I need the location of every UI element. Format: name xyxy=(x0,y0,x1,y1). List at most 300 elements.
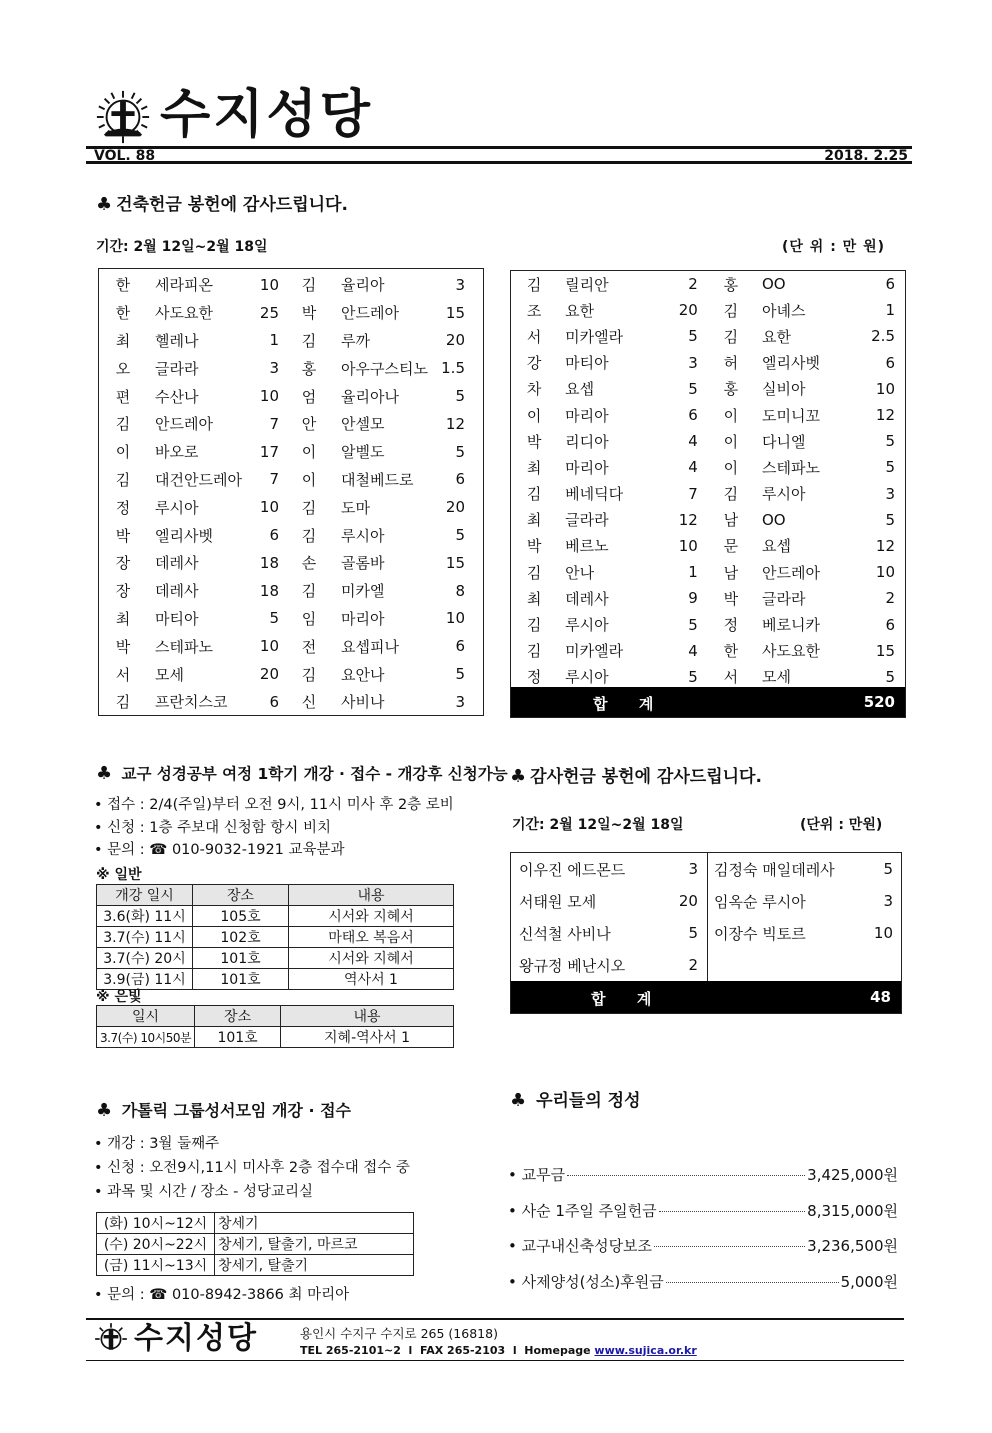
amount-cell: 7 xyxy=(688,484,698,503)
given-name-cell: 대건안드레아 xyxy=(155,470,242,489)
given-name-cell: 릴리안 xyxy=(565,275,609,294)
surname-cell: 안 xyxy=(301,415,317,434)
table-row xyxy=(511,533,905,559)
table-row xyxy=(511,853,901,885)
amount-cell: 9 xyxy=(688,589,698,608)
surname-cell: 서 xyxy=(526,327,542,346)
given-name-cell: 루시아 xyxy=(155,498,199,517)
given-name-cell: 글라라 xyxy=(761,589,806,608)
amount-cell: 15 xyxy=(445,553,465,572)
surname-cell: 박 xyxy=(723,589,739,608)
surname-cell: 한 xyxy=(115,276,131,295)
amount-cell: 10 xyxy=(259,387,279,406)
surname-cell: 김 xyxy=(301,526,317,545)
given-name-cell: 도미니꼬 xyxy=(761,406,820,425)
page-title: 수지성당 xyxy=(160,85,373,145)
group-bible-contact: • 문의 : ☎ 010-8942-3866 최 마리아 xyxy=(94,1287,350,1303)
club-icon: ♣ xyxy=(96,194,113,215)
given-name-cell: 데레사 xyxy=(155,554,199,573)
given-name-cell: 헬레나 xyxy=(155,331,199,350)
bullet: • xyxy=(508,1237,522,1255)
table-cell: 시서와 지혜서 xyxy=(289,948,454,969)
column-header: 개강 일시 xyxy=(97,885,193,906)
leader-dots xyxy=(666,1282,839,1283)
given-name-cell: 루시아 xyxy=(565,616,609,635)
list-item: • 신청 : 1층 주보대 신청함 항시 비치 xyxy=(94,819,332,836)
offering-label: 사순 1주일 주일헌금 xyxy=(521,1201,657,1220)
given-name-cell: 안셀모 xyxy=(341,415,385,434)
surname-cell: 김 xyxy=(526,485,542,504)
amount-cell: 2 xyxy=(688,956,698,974)
surname-cell: 홍 xyxy=(723,380,739,399)
surname-cell: 김 xyxy=(301,498,317,517)
amount-cell: 5 xyxy=(885,432,895,451)
given-name-cell: OO xyxy=(761,275,786,294)
given-name-cell: 글라라 xyxy=(155,359,199,378)
table-cell: 지혜-역사서 1 xyxy=(281,1027,454,1048)
surname-cell: 박 xyxy=(115,637,131,656)
amount-cell: 20 xyxy=(445,498,465,517)
given-name-cell: 마리아 xyxy=(341,609,385,628)
club-icon: ♣ xyxy=(510,766,527,787)
surname-cell: 허 xyxy=(723,354,739,373)
list-item: • 신청 : 오전9시,11시 미사후 2층 접수대 접수 중 xyxy=(94,1160,410,1176)
thanks-fund-title: ♣ 감사헌금 봉헌에 감사드립니다. xyxy=(510,766,762,787)
given-name-cell: 요한 xyxy=(565,301,595,320)
amount-cell: 3 xyxy=(688,860,698,878)
given-name-cell: 엘리사벳 xyxy=(155,526,213,545)
given-name-cell: 모세 xyxy=(155,665,184,684)
building-fund-right-table xyxy=(510,270,906,718)
donor-name-cell: 왕규정 베난시오 xyxy=(519,956,626,975)
surname-cell: 정 xyxy=(723,616,739,635)
amount-cell: 5 xyxy=(455,665,465,684)
table-row xyxy=(511,885,901,917)
given-name-cell: 요셉 xyxy=(565,380,595,399)
table-cell: (화) 10시~12시 xyxy=(97,1213,215,1234)
table-cell: 3.7(수) 11시 xyxy=(97,927,193,948)
table-row xyxy=(99,354,471,382)
total-value: 48 xyxy=(870,988,891,1006)
group-bible-title: ♣ 가톨릭 그룹성서모임 개강 · 접수 xyxy=(96,1100,352,1121)
surname-cell: 정 xyxy=(526,668,542,687)
amount-cell: 6 xyxy=(269,692,279,711)
amount-cell: 6 xyxy=(455,637,465,656)
given-name-cell: 세라피온 xyxy=(155,276,213,295)
surname-cell: 최 xyxy=(526,511,542,530)
surname-cell: 손 xyxy=(301,554,317,573)
surname-cell: 박 xyxy=(526,432,542,451)
table-row xyxy=(97,906,454,927)
amount-cell: 12 xyxy=(875,536,895,555)
table-row xyxy=(511,559,905,585)
thanks-fund-table xyxy=(510,852,902,1014)
surname-cell: 김 xyxy=(526,275,542,294)
given-name-cell: 미카엘라 xyxy=(565,642,624,661)
footer-logo xyxy=(94,1322,128,1360)
given-name-cell: 마티아 xyxy=(565,354,609,373)
given-name-cell: 율리아나 xyxy=(341,387,399,406)
table-row xyxy=(511,454,905,480)
table-row xyxy=(99,660,471,688)
surname-cell: 홍 xyxy=(723,275,739,294)
amount-cell: 6 xyxy=(885,275,895,294)
cross-sun-icon xyxy=(94,1322,128,1356)
given-name-cell: 글라라 xyxy=(565,511,609,530)
surname-cell: 김 xyxy=(723,327,739,346)
silver-label: ※ 은빛 xyxy=(96,989,142,1005)
table-row xyxy=(97,927,454,948)
amount-cell: 5 xyxy=(688,615,698,634)
amount-cell: 6 xyxy=(455,470,465,489)
given-name-cell: 베네딕다 xyxy=(565,485,624,504)
surname-cell: 전 xyxy=(301,637,317,656)
given-name-cell: 프란치스코 xyxy=(155,693,228,712)
amount-cell: 20 xyxy=(678,301,698,320)
amount-cell: 12 xyxy=(875,406,895,425)
amount-cell: 20 xyxy=(445,331,465,350)
table-cell: 3.9(금) 11시 xyxy=(97,969,193,990)
given-name-cell: OO xyxy=(761,510,786,529)
footer-bottom-rule xyxy=(86,1360,904,1361)
table-header-row xyxy=(97,885,454,906)
thanks-fund-total xyxy=(511,981,901,1013)
surname-cell: 박 xyxy=(301,304,317,323)
table-row xyxy=(99,577,471,605)
amount-cell: 5 xyxy=(455,387,465,406)
donor-name-cell: 서태원 모세 xyxy=(519,892,597,911)
amount-cell: 10 xyxy=(259,275,279,294)
amount-cell: 5 xyxy=(885,667,895,686)
offering-amount: 3,425,000원 xyxy=(807,1166,898,1184)
amount-cell: 4 xyxy=(688,458,698,477)
offering-label: 교무금 xyxy=(521,1166,566,1184)
donor-name-cell: 이우진 에드몬드 xyxy=(519,860,626,879)
amount-cell: 5 xyxy=(455,442,465,461)
table-cell: 창세기, 탈출기, 마르코 xyxy=(215,1234,414,1255)
surname-cell: 이 xyxy=(723,458,739,477)
given-name-cell: 안나 xyxy=(565,563,595,582)
table-cell: 창세기 xyxy=(215,1213,414,1234)
table-row xyxy=(97,1213,414,1234)
column-header: 장소 xyxy=(193,885,289,906)
club-icon: ♣ xyxy=(96,763,113,784)
surname-cell: 편 xyxy=(115,387,131,406)
given-name-cell: 스테파노 xyxy=(155,637,213,656)
given-name-cell: 사도요한 xyxy=(761,642,820,661)
given-name-cell: 모세 xyxy=(761,668,791,687)
offering-amount: 3,236,500원 xyxy=(807,1237,898,1255)
surname-cell: 김 xyxy=(115,693,131,712)
given-name-cell: 루시아 xyxy=(565,668,609,687)
amount-cell: 5 xyxy=(885,458,895,477)
table-row xyxy=(99,549,471,577)
given-name-cell: 베로니카 xyxy=(761,616,820,635)
offering-amount: 8,315,000원 xyxy=(807,1201,898,1220)
surname-cell: 박 xyxy=(526,537,542,556)
given-name-cell: 데레사 xyxy=(565,589,609,608)
surname-cell: 김 xyxy=(526,563,542,582)
amount-cell: 3 xyxy=(688,353,698,372)
general-label: ※ 일반 xyxy=(96,867,142,883)
amount-cell: 3 xyxy=(269,359,279,378)
amount-cell: 5 xyxy=(688,379,698,398)
building-fund-total xyxy=(511,687,905,717)
given-name-cell: 도마 xyxy=(341,498,370,517)
amount-cell: 20 xyxy=(259,665,279,684)
total-value: 520 xyxy=(863,693,895,711)
table-row xyxy=(511,507,905,533)
amount-cell: 12 xyxy=(678,510,698,529)
column-header: 장소 xyxy=(195,1006,281,1027)
given-name-cell: 베르노 xyxy=(565,537,609,556)
amount-cell: 6 xyxy=(885,615,895,634)
given-name-cell: 사도요한 xyxy=(155,304,213,323)
bullet: • xyxy=(508,1201,522,1220)
group-bible-table xyxy=(96,1212,414,1276)
volume-number: VOL. 88 xyxy=(94,148,156,164)
amount-cell: 15 xyxy=(875,641,895,660)
given-name-cell: 바오로 xyxy=(155,443,199,462)
table-row xyxy=(511,376,905,402)
table-row xyxy=(99,605,471,633)
amount-cell: 3 xyxy=(883,892,893,910)
donor-name-cell: 이장수 빅토르 xyxy=(713,924,806,943)
surname-cell: 김 xyxy=(301,331,317,350)
table-row xyxy=(99,410,471,438)
offering-label: 사제양성(성소)후원금 xyxy=(521,1272,664,1291)
table-row xyxy=(99,493,471,521)
amount-cell: 6 xyxy=(688,406,698,425)
surname-cell: 홍 xyxy=(301,359,317,378)
surname-cell: 김 xyxy=(301,665,317,684)
table-row xyxy=(99,632,471,660)
amount-cell: 12 xyxy=(445,414,465,433)
table-cell: 마태오 복음서 xyxy=(289,927,454,948)
building-fund-period: 기간: 2월 12일~2월 18일 xyxy=(96,239,268,255)
surname-cell: 최 xyxy=(526,589,542,608)
club-icon: ♣ xyxy=(510,1090,527,1111)
surname-cell: 김 xyxy=(301,582,317,601)
surname-cell: 임 xyxy=(301,609,317,628)
given-name-cell: 다니엘 xyxy=(761,432,806,451)
table-row xyxy=(511,402,905,428)
amount-cell: 10 xyxy=(875,379,895,398)
total-label: 합 계 xyxy=(593,695,654,713)
surname-cell: 한 xyxy=(723,642,739,661)
surname-cell: 박 xyxy=(115,526,131,545)
table-row xyxy=(511,638,905,664)
amount-cell: 5 xyxy=(885,510,895,529)
list-item: • 개강 : 3월 둘째주 xyxy=(94,1136,220,1152)
column-header: 일시 xyxy=(97,1006,195,1027)
surname-cell: 이 xyxy=(723,406,739,425)
table-row xyxy=(511,350,905,376)
surname-cell: 김 xyxy=(723,301,739,320)
table-cell: 시서와 지혜서 xyxy=(289,906,454,927)
table-cell: 3.6(화) 11시 xyxy=(97,906,193,927)
table-row xyxy=(511,611,905,637)
table-row xyxy=(97,1027,454,1048)
amount-cell: 6 xyxy=(885,353,895,372)
offering-item xyxy=(508,1200,898,1236)
leader-dots xyxy=(654,1246,805,1247)
given-name-cell: 리디아 xyxy=(565,432,609,451)
amount-cell: 10 xyxy=(873,924,893,942)
table-row xyxy=(511,428,905,454)
given-name-cell: 루까 xyxy=(341,331,370,350)
offering-item xyxy=(508,1235,898,1271)
surname-cell: 김 xyxy=(115,415,131,434)
amount-cell: 5 xyxy=(455,526,465,545)
donor-name-cell: 김정숙 매일데레사 xyxy=(713,860,835,879)
given-name-cell: 마리아 xyxy=(565,458,609,477)
given-name-cell: 마리아 xyxy=(565,406,609,425)
given-name-cell: 사비나 xyxy=(341,693,385,712)
given-name-cell: 안드레아 xyxy=(761,563,820,582)
table-cell: 역사서 1 xyxy=(289,969,454,990)
given-name-cell: 미카엘라 xyxy=(565,327,624,346)
amount-cell: 20 xyxy=(678,892,698,910)
table-row xyxy=(511,585,905,611)
offerings-title: ♣ 우리들의 정성 xyxy=(510,1090,641,1111)
given-name-cell: 요셉피나 xyxy=(341,637,399,656)
surname-cell: 서 xyxy=(723,668,739,687)
church-logo xyxy=(94,88,152,150)
group-bible-bullets xyxy=(94,1132,410,1204)
offering-label: 교구내신축성당보조 xyxy=(521,1237,653,1255)
donor-name-cell xyxy=(706,949,864,981)
given-name-cell: 요안나 xyxy=(341,665,385,684)
list-item: • 과목 및 시간 / 장소 - 성당교리실 xyxy=(94,1184,314,1200)
amount-cell: 15 xyxy=(445,303,465,322)
given-name-cell: 스테파노 xyxy=(761,458,820,477)
amount-cell: 8 xyxy=(455,581,465,600)
donor-table-right xyxy=(511,271,905,690)
surname-cell: 조 xyxy=(526,301,542,320)
surname-cell: 이 xyxy=(301,470,317,489)
surname-cell: 정 xyxy=(115,498,131,517)
amount-cell: 17 xyxy=(259,442,279,461)
amount-cell: 10 xyxy=(259,498,279,517)
general-schedule-table xyxy=(96,884,454,990)
donor-table-left xyxy=(99,271,471,716)
amount-cell: 4 xyxy=(688,432,698,451)
amount-cell: 7 xyxy=(269,414,279,433)
amount-cell: 3 xyxy=(885,484,895,503)
donor-name-cell: 임옥순 루시아 xyxy=(713,892,806,911)
list-item: • 접수 : 2/4(주일)부터 오전 9시, 11시 미사 후 2층 로비 xyxy=(94,797,454,813)
bullet: • xyxy=(508,1166,522,1184)
table-cell: 101호 xyxy=(193,969,289,990)
table-row xyxy=(99,466,471,494)
table-row xyxy=(99,382,471,410)
list-item: • 문의 : ☎ 010-9032-1921 교육분과 xyxy=(94,842,345,858)
amount-cell: 6 xyxy=(269,526,279,545)
surname-cell: 남 xyxy=(723,563,739,582)
offering-item xyxy=(508,1164,898,1200)
given-name-cell: 데레사 xyxy=(155,582,199,601)
surname-cell: 차 xyxy=(526,380,542,399)
given-name-cell: 미카엘 xyxy=(341,582,385,601)
amount-cell: 3 xyxy=(455,692,465,711)
given-name-cell: 아녜스 xyxy=(761,301,806,320)
given-name-cell: 수산나 xyxy=(155,387,199,406)
surname-cell: 서 xyxy=(115,665,131,684)
amount-cell: 1 xyxy=(885,301,895,320)
surname-cell: 이 xyxy=(723,432,739,451)
amount-cell: 2 xyxy=(885,589,895,608)
table-row xyxy=(511,917,901,949)
table-cell: (수) 20시~22시 xyxy=(97,1234,215,1255)
given-name-cell: 요셉 xyxy=(761,537,791,556)
amount-cell: 25 xyxy=(259,303,279,322)
amount-cell: 4 xyxy=(688,641,698,660)
table-row xyxy=(511,949,901,981)
amount-cell: 7 xyxy=(269,470,279,489)
given-name-cell: 요한 xyxy=(761,327,791,346)
amount-cell: 5 xyxy=(269,609,279,628)
amount-cell: 2.5 xyxy=(871,327,895,346)
given-name-cell: 안드레아 xyxy=(155,415,213,434)
surname-cell: 엄 xyxy=(301,387,317,406)
table-row xyxy=(511,297,905,323)
offering-item xyxy=(508,1271,898,1307)
amount-cell: 5 xyxy=(688,924,698,942)
footer-brand: 수지성당 xyxy=(134,1321,258,1356)
homepage-link[interactable]: www.sujica.or.kr xyxy=(594,1344,697,1357)
surname-cell: 강 xyxy=(526,354,542,373)
leader-dots xyxy=(567,1175,805,1176)
thanks-fund-unit: (단위 : 만원) xyxy=(800,817,883,833)
silver-schedule-table xyxy=(96,1005,454,1048)
issue-bar xyxy=(86,146,912,164)
total-label: 합 계 xyxy=(591,990,652,1008)
surname-cell: 김 xyxy=(115,470,131,489)
surname-cell: 한 xyxy=(115,304,131,323)
surname-cell: 신 xyxy=(301,693,317,712)
amount-cell: 5 xyxy=(688,667,698,686)
thanks-fund-period: 기간: 2월 12일~2월 18일 xyxy=(512,817,684,833)
amount-cell: 2 xyxy=(688,275,698,294)
issue-date: 2018. 2.25 xyxy=(824,148,908,164)
surname-cell: 이 xyxy=(526,406,542,425)
building-fund-left-table xyxy=(98,268,484,716)
amount-cell: 18 xyxy=(259,581,279,600)
amount-cell: 5 xyxy=(688,327,698,346)
table-row xyxy=(97,948,454,969)
surname-cell: 김 xyxy=(301,276,317,295)
table-row xyxy=(99,299,471,327)
surname-cell: 김 xyxy=(526,616,542,635)
bible-study-bullets xyxy=(94,794,454,862)
given-name-cell: 안드레아 xyxy=(341,304,399,323)
club-icon: ♣ xyxy=(96,1100,113,1121)
surname-cell: 장 xyxy=(115,582,131,601)
table-row xyxy=(99,521,471,549)
surname-cell: 문 xyxy=(723,537,739,556)
donor-name-cell: 신석철 사비나 xyxy=(519,924,611,943)
surname-cell: 남 xyxy=(723,511,739,530)
table-cell: 3.7(수) 10시50분 xyxy=(97,1027,195,1048)
offering-amount: 5,000원 xyxy=(840,1272,898,1291)
column-header: 내용 xyxy=(289,885,454,906)
surname-cell: 최 xyxy=(115,331,131,350)
surname-cell: 장 xyxy=(115,554,131,573)
table-cell: 101호 xyxy=(195,1027,281,1048)
leader-dots xyxy=(659,1211,806,1212)
surname-cell: 최 xyxy=(115,609,131,628)
